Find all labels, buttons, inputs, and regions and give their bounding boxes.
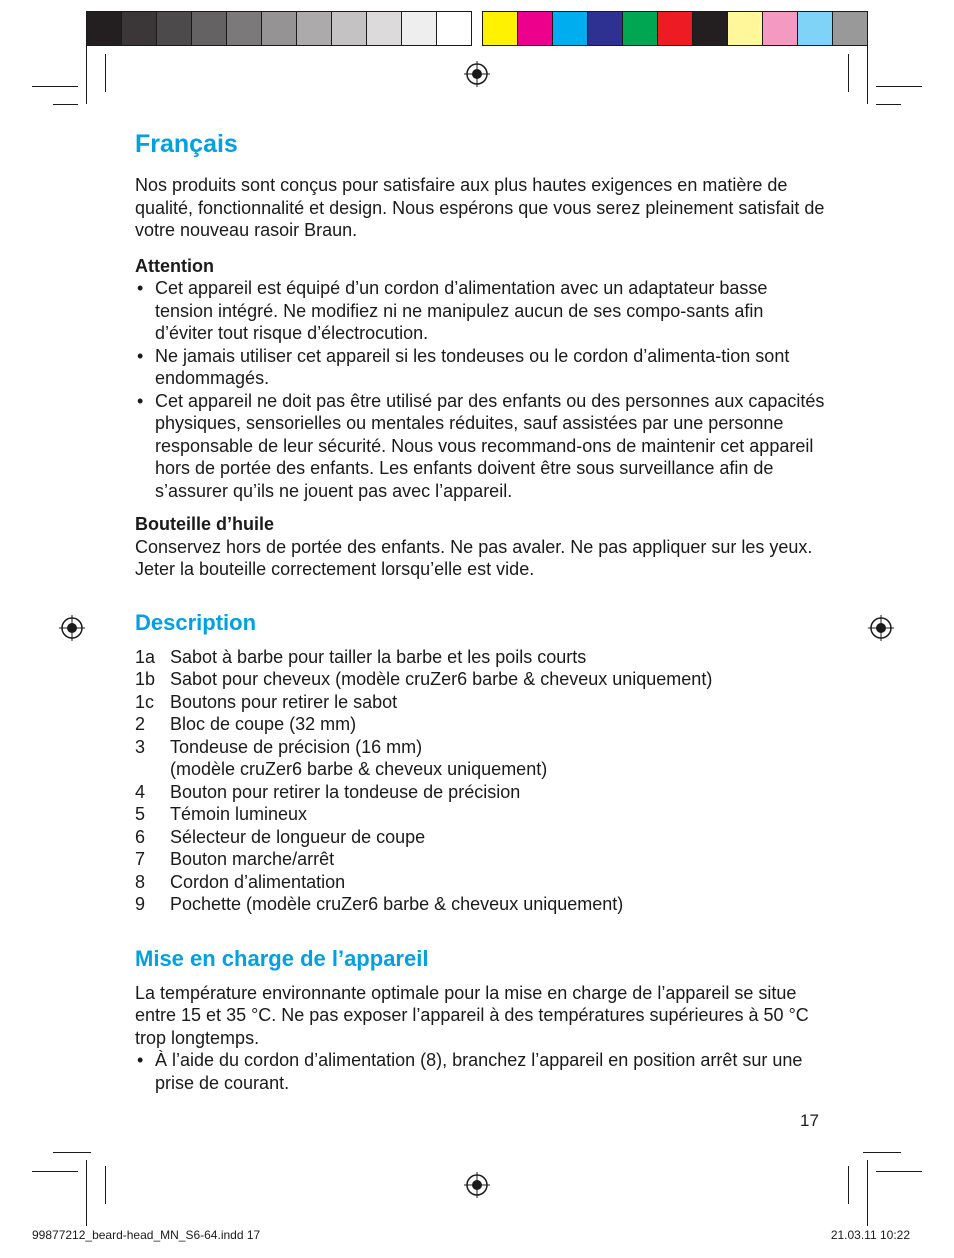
- crop-mark: [86, 32, 87, 104]
- footer-date: 21.03.11 10:22: [830, 1228, 910, 1242]
- description-item-text: [170, 848, 825, 871]
- crop-mark: [53, 1152, 91, 1153]
- description-item-line: Bouton pour retirer la tondeuse de précision: [170, 781, 521, 802]
- color-swatch: [798, 12, 833, 45]
- crop-mark: [848, 54, 849, 92]
- color-swatch: [518, 12, 553, 45]
- description-item-line: Sabot pour cheveux (modèle cruZer6 barbe & cheveux uniquement): [170, 669, 713, 689]
- gray-swatch: [122, 12, 157, 45]
- color-swatch: [658, 12, 693, 45]
- color-swatch: [553, 12, 588, 45]
- gray-swatch: [87, 12, 122, 45]
- page-content: [135, 128, 825, 1094]
- description-item-text: [170, 826, 825, 849]
- crop-mark: [848, 1166, 849, 1204]
- description-item-text: [170, 803, 825, 826]
- crop-mark: [867, 32, 868, 104]
- description-item-line: Boutons pour retirer le sabot: [170, 691, 398, 712]
- attention-item: • Cet appareil ne doit pas être utilisé par des enfants ou des personnes aux capacités physiques, sensorielles ou mentales réduites, sauf assistées par une personne responsable de leur sécurité. Nous vous recommand-ons de maintenir cet appareil hors de portée des enfants. Les enfants doivent être sous surveillance afin de s’assurer qu’ils ne jouent pas avec l’appareil.: [135, 390, 825, 503]
- page-title: Français: [135, 130, 238, 158]
- description-item-text: [170, 646, 825, 669]
- gray-swatch: [227, 12, 262, 45]
- description-item-text: [170, 668, 825, 691]
- gray-swatch: [402, 12, 437, 45]
- attention-heading: Attention: [135, 255, 214, 276]
- description-item-line: (modèle cruZer6 barbe & cheveux uniquement): [170, 759, 548, 779]
- description-item-text: [170, 871, 825, 894]
- description-item: [135, 713, 825, 736]
- oil-text: Conservez hors de portée des enfants. Ne pas avaler. Ne pas appliquer sur les yeux. Jeter la bouteille correctement lorsqu’elle est vide.: [135, 536, 813, 579]
- description-item-line: Cordon d’alimentation: [170, 871, 346, 892]
- color-swatch: [623, 12, 658, 45]
- oil-section: [135, 513, 825, 581]
- description-item-line: Témoin lumineux: [170, 804, 308, 824]
- gray-swatch: [437, 12, 471, 45]
- color-swatch: [588, 12, 623, 45]
- attention-item: • Ne jamais utiliser cet appareil si les tondeuses ou le cordon d’alimenta-tion sont endommagés.: [135, 345, 825, 390]
- description-item-number: 1b: [135, 669, 156, 689]
- crop-mark: [867, 1160, 868, 1226]
- registration-mark-bottom-icon: [464, 1172, 490, 1198]
- attention-section: [135, 255, 825, 503]
- description-item-line: Bloc de coupe (32 mm): [170, 714, 357, 734]
- gray-swatch: [367, 12, 402, 45]
- gray-swatch: [332, 12, 367, 45]
- color-swatch: [728, 12, 763, 45]
- description-item-number: 8: [135, 871, 146, 892]
- description-item: [135, 691, 825, 714]
- crop-mark: [876, 104, 901, 105]
- charging-list: [135, 1049, 825, 1094]
- description-item-line: Sélecteur de longueur de coupe: [170, 826, 426, 847]
- gray-swatch: [157, 12, 192, 45]
- crop-mark: [86, 1160, 87, 1226]
- description-item-text: [170, 713, 825, 736]
- description-item-text: [170, 781, 825, 804]
- description-item-number: 5: [135, 804, 146, 824]
- description-item: [135, 646, 825, 669]
- description-item-number: 1c: [135, 691, 155, 712]
- color-calibration-bar: [482, 11, 868, 46]
- gray-swatch: [297, 12, 332, 45]
- description-item-number: 4: [135, 781, 146, 802]
- description-item-number: 2: [135, 714, 146, 734]
- crop-mark: [53, 104, 78, 105]
- crop-mark: [32, 1171, 78, 1172]
- color-swatch: [483, 12, 518, 45]
- description-item: [135, 871, 825, 894]
- footer-file: 99877212_beard-head_MN_S6-64.indd 17: [32, 1228, 261, 1242]
- description-item-line: Tondeuse de précision (16 mm): [170, 736, 423, 757]
- crop-mark: [32, 86, 78, 87]
- registration-mark-top-icon: [464, 61, 490, 87]
- description-item-line: Bouton marche/arrêt: [170, 849, 335, 869]
- description-item: [135, 893, 825, 916]
- gray-swatch: [262, 12, 297, 45]
- description-item-number: 1a: [135, 646, 156, 667]
- description-item-line: Sabot à barbe pour tailler la barbe et les poils courts: [170, 646, 587, 667]
- description-item: [135, 736, 825, 781]
- crop-mark: [876, 86, 922, 87]
- color-swatch: [693, 12, 728, 45]
- crop-mark: [863, 1152, 901, 1153]
- description-item-line: Pochette (modèle cruZer6 barbe & cheveux uniquement): [170, 894, 624, 914]
- description-item: [135, 803, 825, 826]
- charging-item: • À l’aide du cordon d’alimentation (8), branchez l’appareil en position arrêt sur une prise de courant.: [135, 1049, 825, 1094]
- description-item-number: 9: [135, 894, 146, 914]
- crop-mark: [876, 1171, 922, 1172]
- description-item: [135, 668, 825, 691]
- description-item-text: [170, 736, 825, 781]
- description-item: [135, 848, 825, 871]
- gray-swatch: [192, 12, 227, 45]
- registration-mark-left-icon: [59, 615, 85, 641]
- description-item-text: [170, 893, 825, 916]
- attention-item: • Cet appareil est équipé d’un cordon d’alimentation avec un adaptateur basse tension intégré. Ne modifiez ni ne manipulez aucun de ses compo-sants afin d’éviter tout risque d’électrocution.: [135, 277, 825, 345]
- crop-mark: [105, 54, 106, 92]
- description-item-text: [170, 691, 825, 714]
- description-heading: Description: [135, 609, 257, 635]
- description-item: [135, 781, 825, 804]
- gray-calibration-bar: [86, 11, 472, 46]
- attention-list: [135, 277, 825, 502]
- description-item-number: 3: [135, 736, 146, 757]
- color-swatch: [833, 12, 867, 45]
- crop-mark: [105, 1166, 106, 1204]
- intro-paragraph: Nos produits sont conçus pour satisfaire aux plus hautes exigences en matière de qualité, fonctionnalité et design. Nous espérons que vous serez pleinement satisfait de votre nouveau rasoir Braun.: [135, 175, 825, 240]
- description-item-number: 6: [135, 826, 146, 847]
- color-swatch: [763, 12, 798, 45]
- description-item: [135, 826, 825, 849]
- description-list: [135, 646, 825, 916]
- registration-mark-right-icon: [868, 615, 894, 641]
- description-item-number: 7: [135, 849, 146, 869]
- page-number: 17: [800, 1111, 819, 1130]
- oil-heading: Bouteille d’huile: [135, 514, 275, 534]
- charging-text: La température environnante optimale pour la mise en charge de l’appareil se situe entre 15 et 35 °C. Ne pas exposer l’appareil à des températures supérieures à 50 °C trop longtemps.: [135, 982, 809, 1048]
- charging-heading: Mise en charge de l’appareil: [135, 945, 429, 971]
